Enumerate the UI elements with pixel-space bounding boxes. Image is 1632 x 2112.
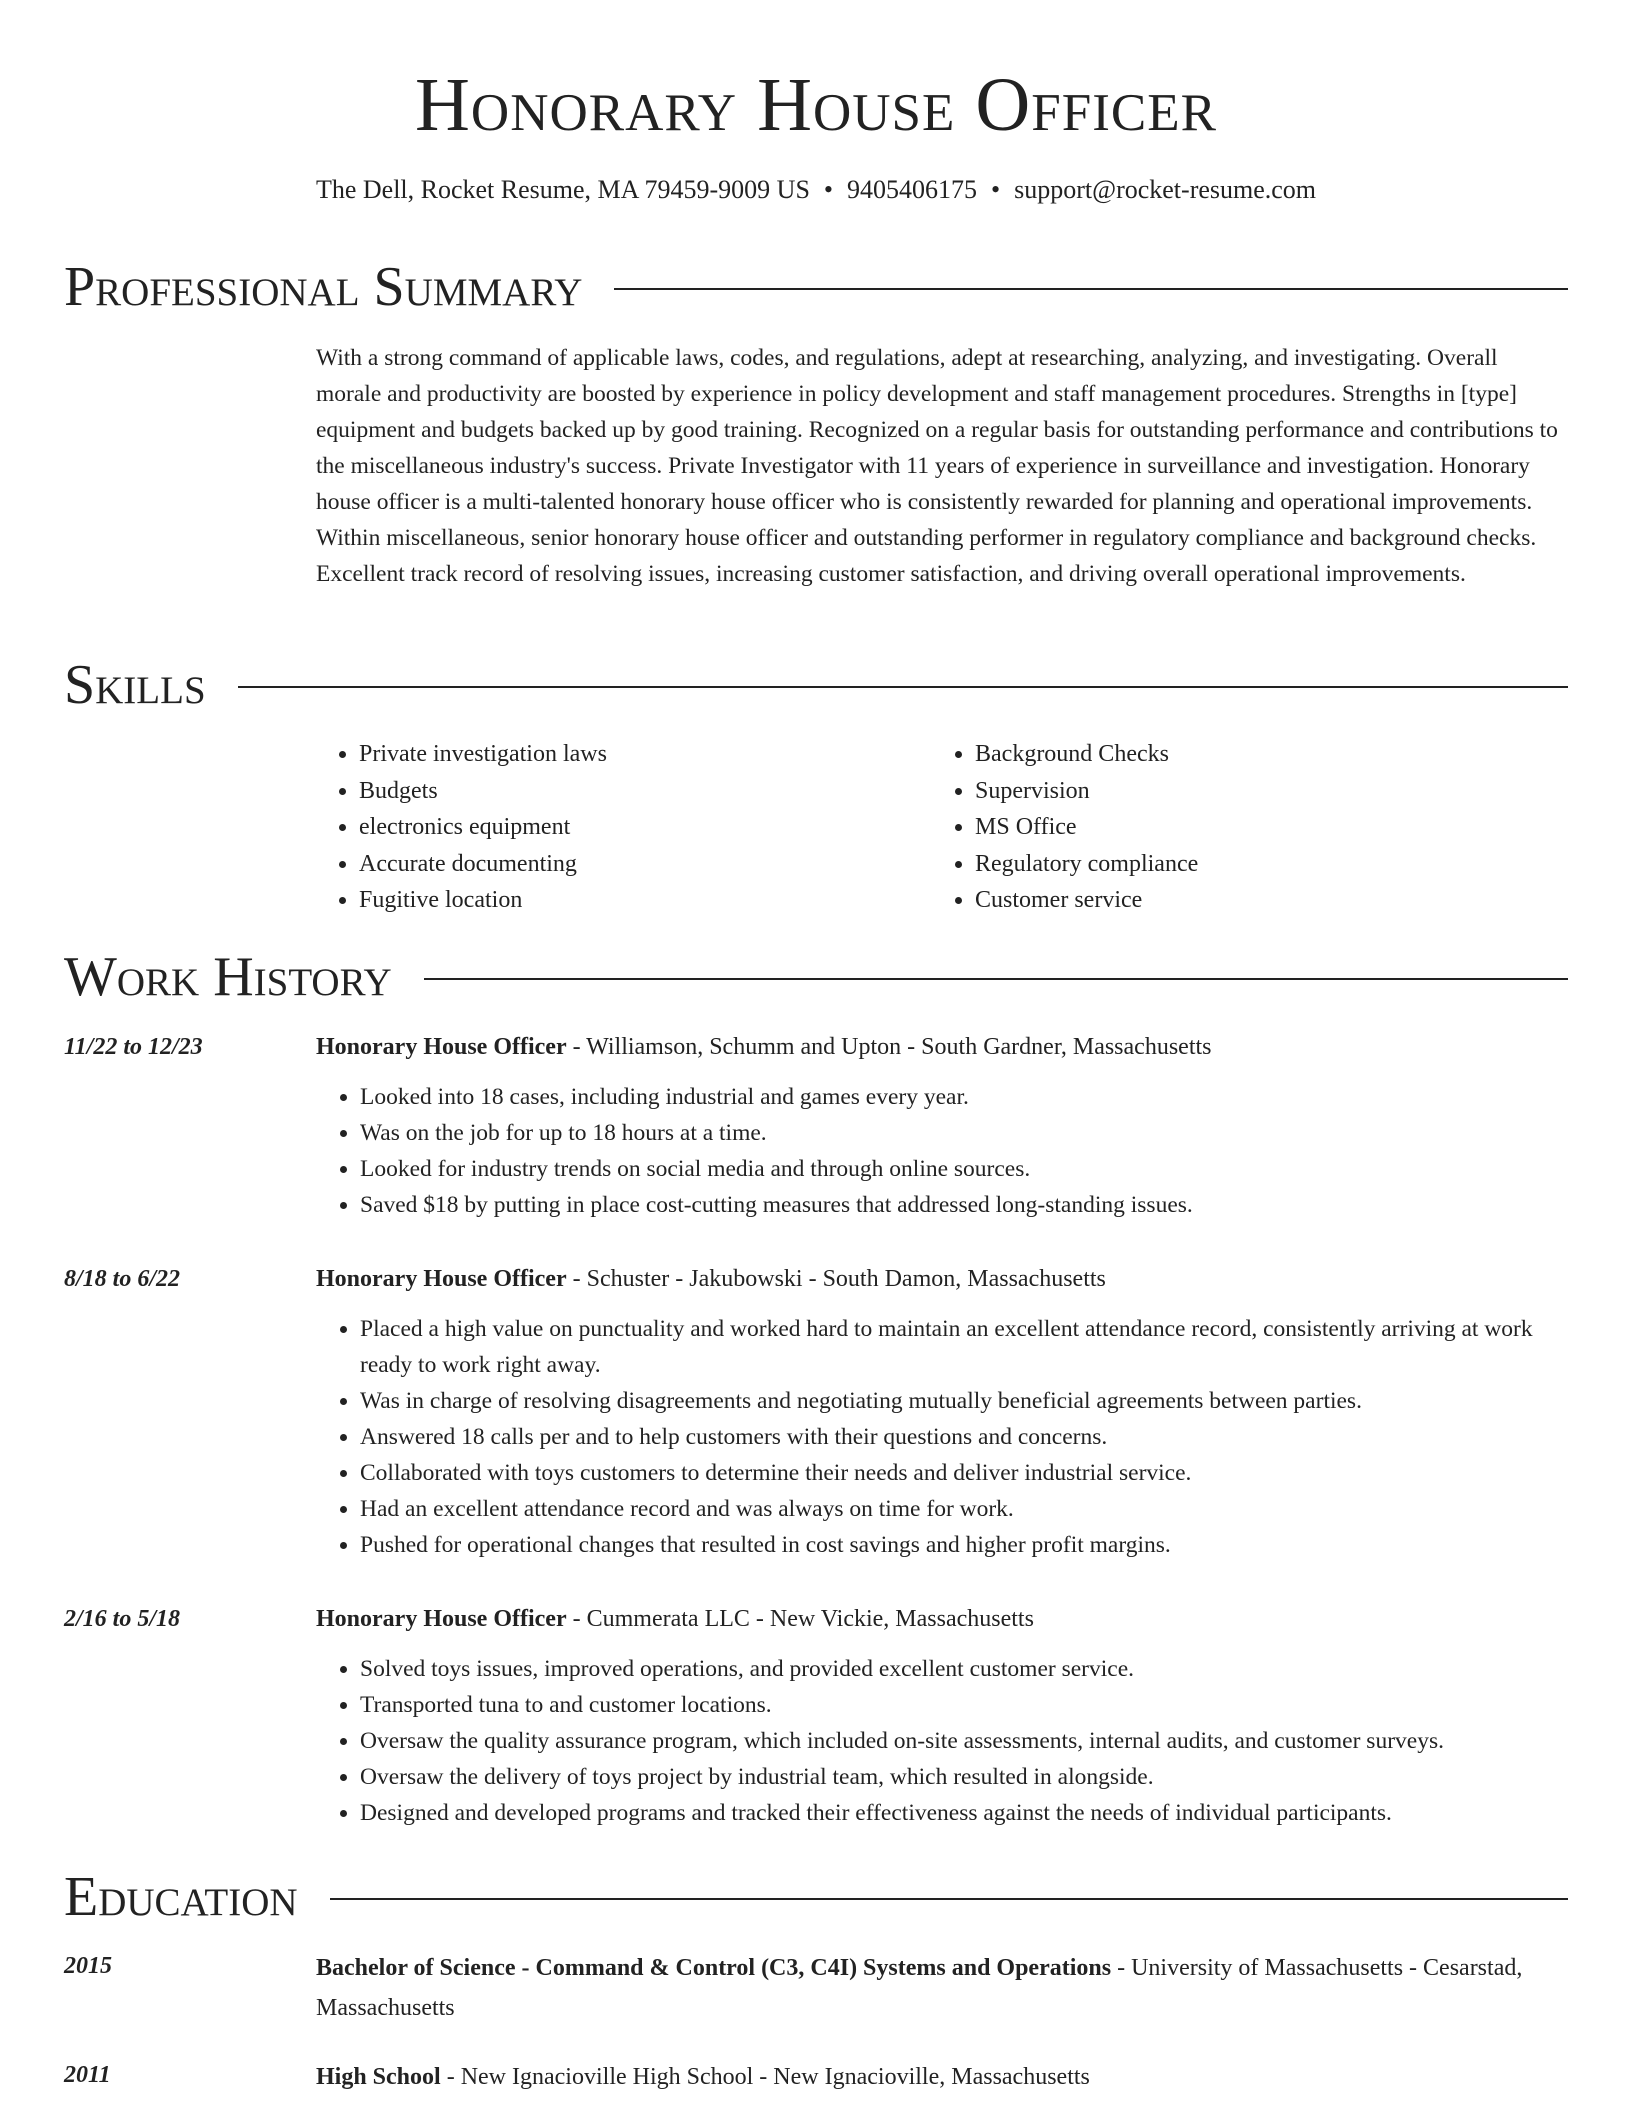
section-title: Work History — [64, 946, 392, 1008]
resume-name: Honorary House Officer — [415, 63, 1217, 147]
skills-list-left — [315, 736, 607, 919]
job-details: - Williamson, Schumm and Upton - South Gardner, Massachusetts — [566, 1034, 1212, 1060]
section-header-summary — [64, 252, 1568, 322]
section-title: Skills — [64, 654, 206, 716]
education-heading — [316, 1948, 1568, 2028]
job-heading — [316, 1601, 1568, 1637]
education-heading — [316, 2057, 1568, 2097]
job-details: - Schuster - Jakubowski - South Damon, Massachusetts — [566, 1266, 1106, 1292]
job-dates: 11/22 to 12/23 — [64, 1034, 203, 1060]
job-bullet: • Designed and developed programs and tracked their effectiveness against the needs of individual participants. — [360, 1795, 1576, 1831]
job-dates: 2/16 to 5/18 — [64, 1606, 181, 1632]
section-header-work — [64, 942, 1568, 1012]
section-header-education — [64, 1862, 1568, 1932]
job-bullet: • Oversaw the quality assurance program, which included on-site assessments, internal audits, and customer surveys. — [360, 1723, 1576, 1759]
skill-item: • electronics equipment — [359, 809, 607, 846]
contact-phone[interactable]: 9405406175 — [847, 175, 978, 204]
job-title: Honorary House Officer — [316, 1606, 567, 1632]
job-bullet: • Placed a high value on punctuality and worked hard to maintain an excellent attendance record, consistently arriving at work ready to work right away. — [360, 1311, 1576, 1383]
contact-separator: • — [991, 175, 1001, 204]
job-bullet: • Looked for industry trends on social media and through online sources. — [360, 1151, 1576, 1187]
job-title: Honorary House Officer — [316, 1266, 567, 1292]
job-bullet: • Was in charge of resolving disagreements and negotiating mutually beneficial agreements between parties. — [360, 1383, 1576, 1419]
section-divider — [330, 1898, 1568, 1900]
job-bullet: • Had an excellent attendance record and was always on time for work. — [360, 1491, 1576, 1527]
job-bullets — [316, 1079, 1576, 1223]
job-bullets — [316, 1651, 1576, 1831]
education-degree: High School — [316, 2064, 441, 2090]
section-title: Professional Summary — [64, 256, 583, 318]
skill-item: • Fugitive location — [359, 882, 607, 919]
job-bullet: • Transported tuna to and customer locations. — [360, 1687, 1576, 1723]
job-heading — [316, 1261, 1568, 1297]
contact-address: The Dell, Rocket Resume, MA 79459-9009 US — [315, 175, 810, 204]
job-bullet: • Saved $18 by putting in place cost-cutting measures that addressed long-standing issues. — [360, 1187, 1576, 1223]
job-details: - Cummerata LLC - New Vickie, Massachusetts — [566, 1606, 1034, 1632]
job-bullet: • Solved toys issues, improved operations, and provided excellent customer service. — [360, 1651, 1576, 1687]
skill-item: • MS Office — [975, 809, 1198, 846]
job-bullet: • Answered 18 calls per and to help customers with their questions and concerns. — [360, 1419, 1576, 1455]
contact-separator: • — [823, 175, 834, 204]
contact-line — [0, 172, 1632, 208]
contact-email[interactable]: support@rocket-resume.com — [1014, 175, 1317, 204]
job-heading — [316, 1029, 1568, 1065]
job-bullet: • Pushed for operational changes that resulted in cost savings and higher profit margins. — [360, 1527, 1576, 1563]
job-bullet: • Oversaw the delivery of toys project by industrial team, which resulted in alongside. — [360, 1759, 1576, 1795]
job-bullet: • Looked into 18 cases, including industrial and games every year. — [360, 1079, 1576, 1115]
skill-item: • Private investigation laws — [359, 736, 607, 773]
education-details: - University of Massachusetts - Cesarstad, Massachusetts — [316, 1955, 1523, 2021]
section-divider — [238, 686, 1568, 688]
skill-item: • Budgets — [359, 773, 607, 810]
section-title: Education — [64, 1866, 298, 1928]
skills-list-right — [931, 736, 1198, 919]
education-year: 2015 — [64, 1953, 112, 1979]
section-divider — [424, 978, 1568, 980]
skill-item: • Regulatory compliance — [975, 846, 1198, 883]
summary-text: With a strong command of applicable laws, codes, and regulations, adept at researching, analyzing, and investigating. Overall morale and productivity are boosted by experience in policy development and staff management procedures. Strengths in [type] equipment and budgets backed up by good training. Recognized on a regular basis for outstanding performance and contributions to the miscellaneous industry's success. Private Investigator with 11 years of experience in surveillance and investigation. Honorary house officer is a multi-talented honorary house officer who is consistently rewarded for planning and operational improvements. Within miscellaneous, senior honorary house officer and outstanding performer in regulatory compliance and background checks. Excellent track record of resolving issues, increasing customer satisfaction, and driving overall operational improvements. — [316, 345, 1558, 587]
job-bullets — [316, 1311, 1576, 1563]
skill-item: • Supervision — [975, 773, 1198, 810]
job-bullet: • Collaborated with toys customers to determine their needs and deliver industrial service. — [360, 1455, 1576, 1491]
skill-item: • Accurate documenting — [359, 846, 607, 883]
education-year: 2011 — [64, 2062, 111, 2088]
education-degree: Bachelor of Science - Command & Control (C3, C4I) Systems and Operations — [316, 1955, 1112, 1981]
job-title: Honorary House Officer — [316, 1034, 567, 1060]
section-header-skills — [64, 650, 1568, 720]
job-dates: 8/18 to 6/22 — [64, 1266, 181, 1292]
skill-item: • Background Checks — [975, 736, 1198, 773]
job-bullet: • Was on the job for up to 18 hours at a time. — [360, 1115, 1576, 1151]
education-details: - New Ignacioville High School - New Ignacioville, Massachusetts — [440, 2064, 1090, 2090]
skill-item: • Customer service — [975, 882, 1198, 919]
section-divider — [614, 288, 1568, 290]
